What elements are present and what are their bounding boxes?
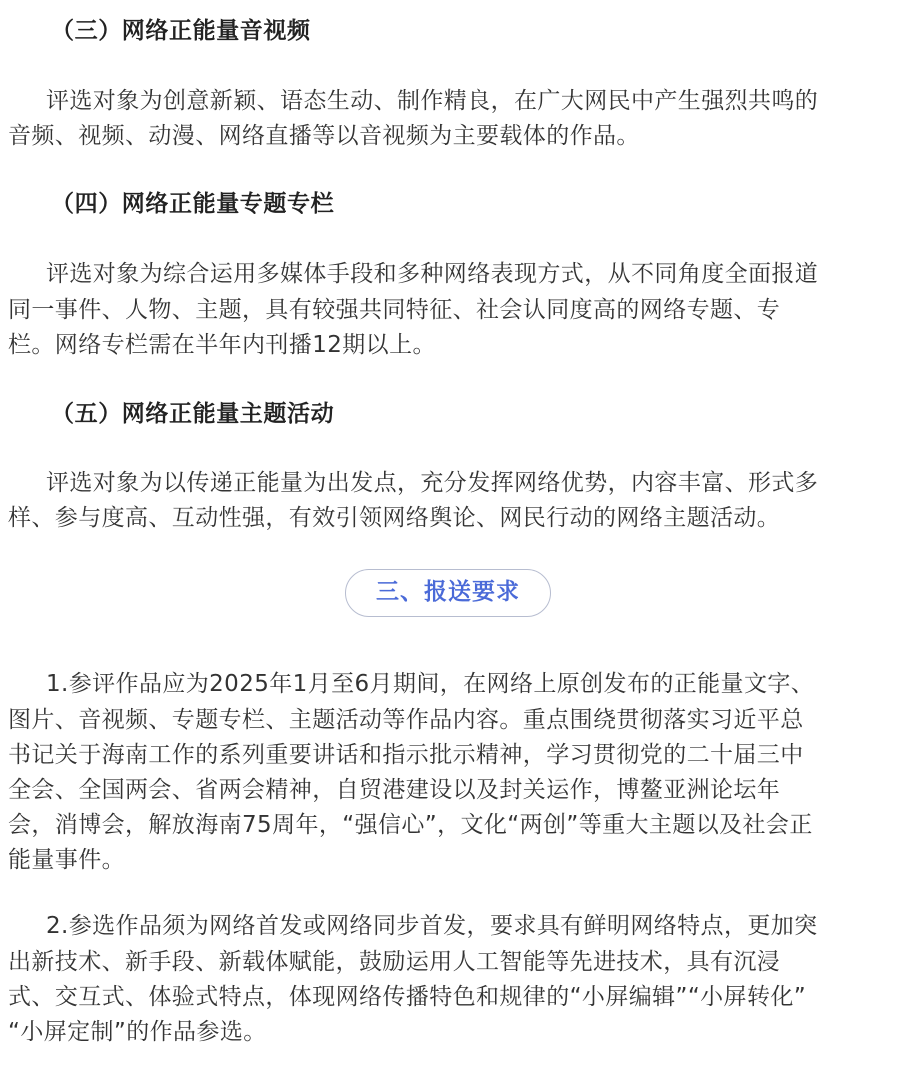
requirement-line: 出新技术、新手段、新载体赋能，鼓励运用人工智能等先进技术，具有沉浸 [8, 949, 781, 975]
section-badge-submission-requirements: 三、报送要求 [345, 569, 551, 617]
requirement-line: 能量事件。 [8, 847, 125, 873]
paragraph-line: 音频、视频、动漫、网络直播等以音视频为主要载体的作品。 [8, 123, 640, 149]
subheading-special-topics: （四）网络正能量专题专栏 [51, 191, 335, 217]
requirement-line: “小屏定制”的作品参选。 [8, 1019, 267, 1045]
requirement-line: 全会、全国两会、省两会精神，自贸港建设以及封关运作，博鳌亚洲论坛年 [8, 777, 781, 803]
paragraph-line: 样、参与度高、互动性强，有效引领网络舆论、网民行动的网络主题活动。 [8, 505, 781, 531]
paragraph-line: 评选对象为以传递正能量为出发点，充分发挥网络优势，内容丰富、形式多 [46, 470, 819, 496]
requirement-line: 1.参评作品应为2025年1月至6月期间，在网络上原创发布的正能量文字、 [46, 671, 815, 697]
requirement-line: 书记关于海南工作的系列重要讲话和指示批示精神，学习贯彻党的二十届三中 [8, 742, 804, 768]
paragraph-line: 同一事件、人物、主题，具有较强共同特征、社会认同度高的网络专题、专 [8, 297, 781, 323]
requirement-line: 图片、音视频、专题专栏、主题活动等作品内容。重点围绕贯彻落实习近平总 [8, 707, 804, 733]
subheading-audio-video: （三）网络正能量音视频 [51, 18, 311, 44]
requirement-line: 2.参选作品须为网络首发或网络同步首发，要求具有鲜明网络特点，更加突 [46, 913, 818, 939]
paragraph-line: 评选对象为综合运用多媒体手段和多种网络表现方式，从不同角度全面报道 [46, 261, 819, 287]
paragraph-line: 评选对象为创意新颖、语态生动、制作精良，在广大网民中产生强烈共鸣的 [46, 88, 819, 114]
requirement-line: 会，消博会，解放海南75周年，“强信心”，文化“两创”等重大主题以及社会正 [8, 812, 813, 838]
paragraph-line: 栏。网络专栏需在半年内刊播12期以上。 [8, 332, 436, 358]
requirement-line: 式、交互式、体验式特点，体现网络传播特色和规律的“小屏编辑”“小屏转化” [8, 984, 807, 1010]
subheading-theme-activities: （五）网络正能量主题活动 [51, 401, 335, 427]
